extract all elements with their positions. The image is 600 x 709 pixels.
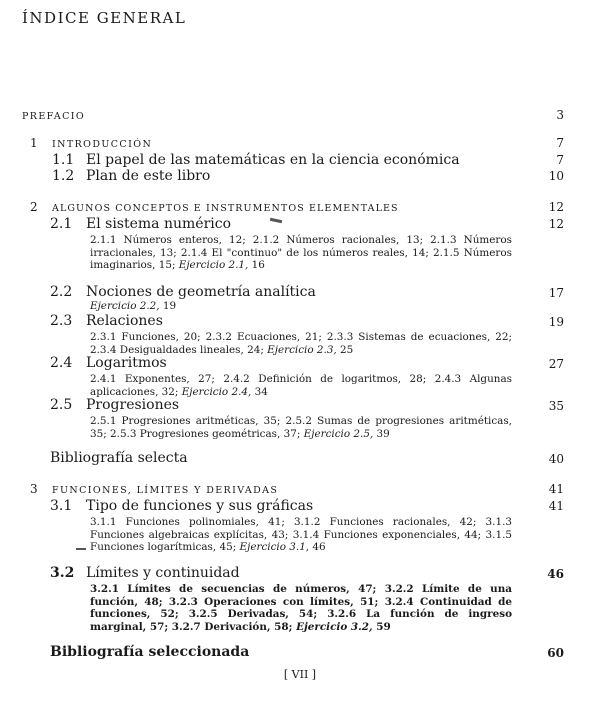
scan-mark: [76, 548, 86, 550]
section-2-1-page: 12: [548, 217, 564, 231]
section-2-1-number: 2.1: [50, 216, 73, 232]
section-2-2-page: 17: [548, 286, 564, 300]
section-2-3-number: 2.3: [50, 313, 73, 329]
page-title: ÍNDICE GENERAL: [22, 9, 187, 27]
section-2-2-detail: Ejercicio 2.2, 19: [90, 300, 177, 312]
section-3-1-page: 41: [548, 499, 564, 513]
chapter-1-title: INTRODUCCIÓN: [52, 139, 153, 150]
section-1-1-number: 1.1: [52, 152, 75, 168]
section-2-5-page: 35: [548, 399, 564, 413]
section-3-2-page: 46: [547, 567, 564, 581]
chapter-2-title: ALGUNOS CONCEPTOS E INSTRUMENTOS ELEMENTALES: [52, 203, 399, 214]
section-2-4-title: Logaritmos: [86, 355, 167, 371]
section-3-1-title: Tipo de funciones y sus gráficas: [86, 498, 314, 514]
chapter-3-bibliography: Bibliografía seleccionada: [50, 644, 250, 660]
preface-page: 3: [556, 108, 564, 122]
section-3-2-title: Límites y continuidad: [86, 565, 240, 581]
section-2-2-title: Nociones de geometría analítica: [86, 284, 316, 300]
chapter-3-title: FUNCIONES, LÍMITES Y DERIVADAS: [52, 485, 279, 496]
chapter-1-page: 7: [556, 136, 564, 150]
chapter-3-bibliography-page: 60: [547, 646, 564, 660]
scan-mark: [270, 218, 282, 223]
section-2-3-title: Relaciones: [86, 313, 163, 329]
chapter-3-page: 41: [548, 482, 564, 496]
section-2-4-page: 27: [548, 357, 564, 371]
section-3-1-detail: 3.1.1 Funciones polinomiales, 41; 3.1.2 Funciones racionales, 42; 3.1.3 Funciones algebraicas explícitas, 43; 3.1.4 Funciones exponenciales, 44; 3.1.5 Funciones logarítmicas, 45; Ejercicio 3.1, 46: [90, 516, 512, 554]
section-1-1-page: 7: [556, 153, 564, 167]
section-1-2-page: 10: [548, 169, 564, 183]
chapter-2-bibliography: Bibliografía selecta: [50, 450, 188, 466]
section-1-2-title: Plan de este libro: [86, 168, 211, 184]
chapter-2-page: 12: [548, 200, 564, 214]
chapter-2-number: 2: [30, 200, 38, 214]
section-2-2-number: 2.2: [50, 284, 73, 300]
page-folio: [ VII ]: [283, 668, 317, 681]
section-3-1-number: 3.1: [50, 498, 73, 514]
section-1-1-title: El papel de las matemáticas en la ciencia económica: [86, 152, 460, 168]
section-2-4-number: 2.4: [50, 355, 73, 371]
section-2-5-detail: 2.5.1 Progresiones aritméticas, 35; 2.5.2 Sumas de progresiones aritméticas, 35; 2.5.3 Progresiones geométricas, 37; Ejercicio 2.5, 39: [90, 415, 512, 440]
section-2-5-title: Progresiones: [86, 397, 180, 413]
section-2-5-number: 2.5: [50, 397, 73, 413]
section-2-3-detail: 2.3.1 Funciones, 20; 2.3.2 Ecuaciones, 21; 2.3.3 Sistemas de ecuaciones, 22; 2.3.4 Desigualdades lineales, 24; Ejercicio 2.3, 25: [90, 331, 512, 356]
chapter-2-bibliography-page: 40: [548, 452, 564, 466]
section-2-1-title: El sistema numérico: [86, 216, 232, 232]
chapter-1-number: 1: [30, 136, 38, 150]
preface-label: PREFACIO: [22, 111, 86, 122]
chapter-3-number: 3: [30, 482, 38, 496]
section-3-2-detail: 3.2.1 Límites de secuencias de números, 47; 3.2.2 Límite de una función, 48; 3.2.3 Operaciones con límites, 51; 3.2.4 Continuidad de funciones, 52; 3.2.5 Derivadas, 54; 3.2.6 La función de ingreso marginal, 57; 3.2.7 Derivación, 58; Ejercicio 3.2, 59: [90, 583, 512, 633]
section-3-2-number: 3.2: [50, 565, 75, 581]
section-2-3-page: 19: [548, 315, 564, 329]
section-1-2-number: 1.2: [52, 168, 75, 184]
section-2-1-detail: 2.1.1 Números enteros, 12; 2.1.2 Números racionales, 13; 2.1.3 Números irracionales, 13; 2.1.4 El "continuo" de los números reales, 14; 2.1.5 Números imaginarios, 15; Ejercicio 2.1, 16: [90, 234, 512, 272]
section-2-4-detail: 2.4.1 Exponentes, 27; 2.4.2 Definición de logaritmos, 28; 2.4.3 Algunas aplicaciones, 32; Ejercicio 2.4, 34: [90, 373, 512, 398]
